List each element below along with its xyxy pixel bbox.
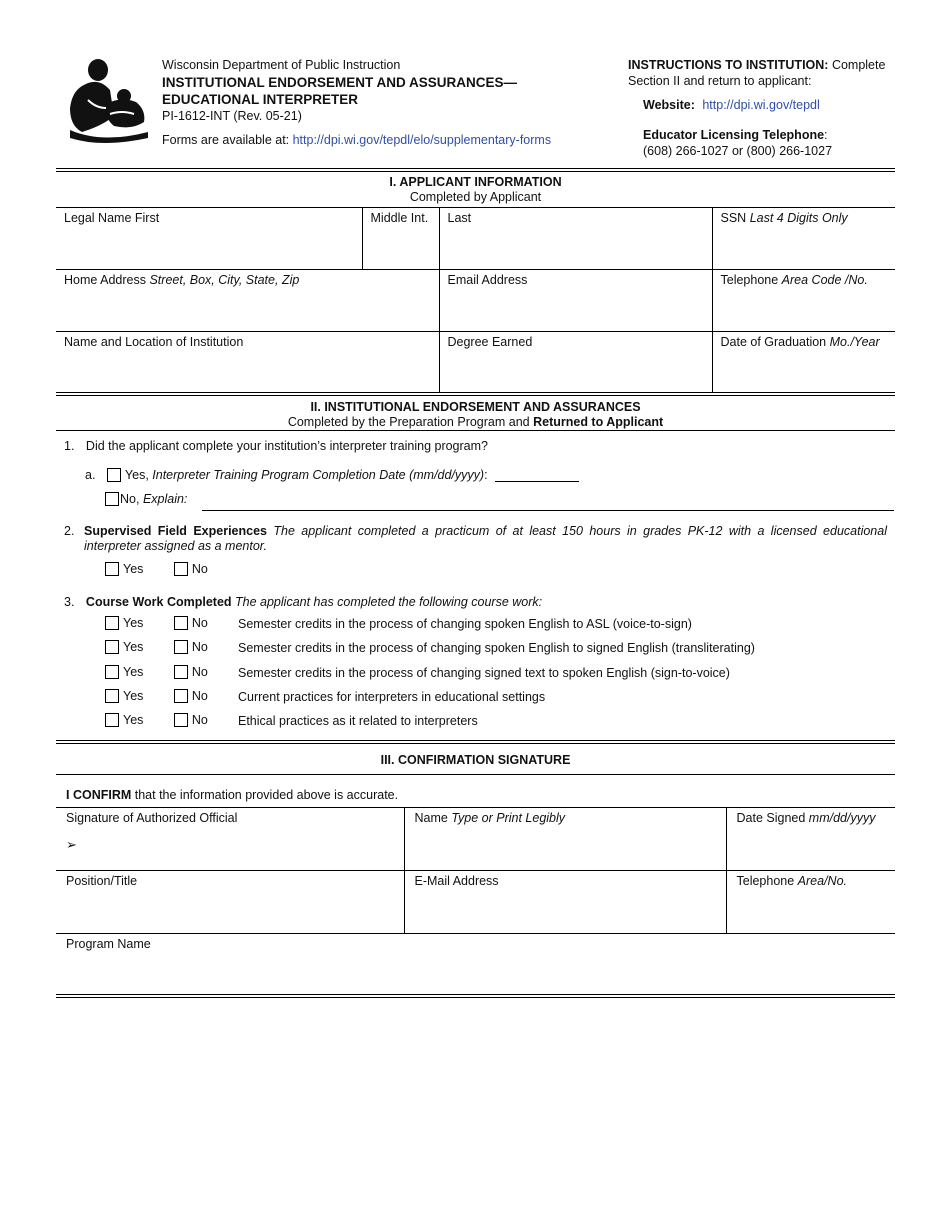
instructions-label: INSTRUCTIONS TO INSTITUTION:	[628, 58, 829, 72]
course-item	[105, 665, 730, 680]
question-3	[64, 595, 542, 609]
official-telephone-hint: Area/No.	[797, 873, 848, 888]
telephone-field-label: Telephone	[720, 272, 782, 287]
q1b-no-label: No,	[120, 492, 143, 506]
degree-field[interactable]	[439, 331, 712, 392]
printed-name-field[interactable]	[404, 808, 726, 870]
last-name-label: Last	[447, 211, 472, 225]
official-telephone-label: Telephone	[736, 873, 798, 888]
section3-title: III. CONFIRMATION SIGNATURE	[380, 753, 571, 767]
email-address-label: Email Address	[447, 272, 528, 287]
q1a-yes-label: Yes,	[124, 468, 153, 482]
section3-top-rule	[56, 740, 895, 744]
legal-name-first-field[interactable]	[56, 208, 362, 269]
applicant-info-table	[56, 208, 895, 393]
form-title-line1: INSTITUTIONAL ENDORSEMENT AND ASSURANCES—	[162, 75, 518, 90]
home-address-hint: Street, Box, City, State, Zip	[149, 272, 300, 287]
signature-field[interactable]	[56, 808, 404, 870]
q1-number: 1.	[64, 439, 75, 453]
signature-table	[56, 808, 895, 934]
confirm-bold: I CONFIRM	[66, 788, 132, 802]
section2-title: II. INSTITUTIONAL ENDORSEMENT AND ASSURANCES	[310, 400, 641, 414]
signature-arrow-icon: ➢	[66, 837, 77, 852]
section1-subtitle: Completed by Applicant	[409, 190, 542, 204]
course-text: Semester credits in the process of changing spoken English to signed English (transliterating)	[238, 641, 755, 655]
position-label: Position/Title	[66, 873, 138, 888]
section1-header	[56, 175, 895, 205]
course-no-label: No	[191, 640, 208, 654]
ssn-field[interactable]	[712, 208, 895, 269]
course-yes-label: Yes	[123, 713, 144, 727]
date-signed-label: Date Signed	[736, 811, 809, 825]
institution-label: Name and Location of Institution	[64, 334, 244, 349]
telephone-field[interactable]	[712, 269, 895, 331]
confirm-statement	[66, 788, 398, 802]
instructions-text2: Section II and return to applicant:	[628, 74, 812, 88]
course-no-label: No	[191, 616, 208, 630]
forms-url-link[interactable]: http://dpi.wi.gov/tepdl/elo/supplementary-forms	[292, 133, 552, 147]
course-no-checkbox[interactable]	[174, 713, 188, 727]
q1-text: Did the applicant complete your institution’s interpreter training program?	[85, 439, 488, 453]
form-number: PI-1612-INT (Rev. 05-21)	[162, 109, 302, 123]
section2-subtitle: Completed by the Preparation Program and	[287, 415, 534, 429]
date-signed-hint: mm/dd/yyyy	[808, 811, 876, 825]
graduation-label: Date of Graduation	[720, 334, 830, 349]
section1-title: I. APPLICANT INFORMATION	[389, 175, 562, 189]
degree-label: Degree Earned	[447, 334, 533, 349]
course-item	[105, 713, 478, 728]
form-title-line2: EDUCATIONAL INTERPRETER	[162, 92, 359, 107]
course-no-checkbox[interactable]	[174, 640, 188, 654]
ssn-label: SSN	[720, 211, 750, 225]
q1b-no-checkbox[interactable]	[105, 492, 119, 506]
q1b-explain-label: Explain:	[142, 492, 188, 506]
telephone-colon: :	[824, 128, 828, 142]
completion-date-input[interactable]	[495, 465, 579, 482]
institution-field[interactable]	[56, 331, 439, 392]
graduation-date-field[interactable]	[712, 331, 895, 392]
course-yes-checkbox[interactable]	[105, 713, 119, 727]
explain-input[interactable]	[202, 492, 894, 511]
course-no-label: No	[191, 689, 208, 703]
confirm-text: that the information provided above is accurate.	[131, 788, 399, 802]
course-no-label: No	[191, 665, 208, 679]
form-bottom-rule	[56, 994, 895, 998]
program-name-label: Program Name	[66, 937, 151, 951]
program-name-field[interactable]	[56, 934, 895, 994]
q2-options	[105, 562, 208, 576]
course-yes-checkbox[interactable]	[105, 689, 119, 703]
question-2	[64, 524, 887, 554]
q2-body	[84, 524, 887, 554]
forms-available-label: Forms are available at:	[162, 133, 293, 147]
course-yes-label: Yes	[123, 689, 144, 703]
position-field[interactable]	[56, 870, 404, 933]
q2-no-checkbox[interactable]	[174, 562, 188, 576]
course-yes-label: Yes	[123, 616, 144, 630]
q1a-yes-hint: Interpreter Training Program Completion Date (mm/dd/yyyy)	[152, 468, 485, 482]
q1a-letter: a.	[85, 468, 96, 482]
course-no-label: No	[191, 713, 208, 727]
course-yes-checkbox[interactable]	[105, 665, 119, 679]
course-text: Semester credits in the process of changing spoken English to ASL (voice-to-sign)	[238, 617, 692, 631]
course-item	[105, 616, 692, 631]
date-signed-field[interactable]	[726, 808, 895, 870]
question-1a	[85, 465, 579, 482]
course-item	[105, 640, 755, 655]
q2-text: The applicant completed a practicum of at least 150 hours in grades PK-12 with a licensed educational interpreter assigned as a mentor.	[84, 524, 887, 553]
course-no-checkbox[interactable]	[174, 689, 188, 703]
middle-initial-label: Middle Int.	[370, 211, 429, 225]
q2-yes-checkbox[interactable]	[105, 562, 119, 576]
q2-number: 2.	[64, 524, 75, 538]
telephone-numbers: (608) 266-1027 or (800) 266-1027	[643, 144, 833, 158]
section2-top-rule	[56, 392, 895, 396]
section2-subtitle-bold: Returned to Applicant	[533, 415, 664, 429]
section1-top-rule	[56, 168, 895, 172]
course-text: Semester credits in the process of changing signed text to spoken English (sign-to-voice)	[238, 666, 730, 680]
course-yes-label: Yes	[123, 640, 144, 654]
department-name: Wisconsin Department of Public Instruction	[162, 58, 401, 72]
printed-name-hint: Type or Print Legibly	[451, 811, 566, 825]
q2-yes-label: Yes	[123, 562, 144, 576]
instructions-block	[628, 57, 908, 159]
q2-heading: Supervised Field Experiences	[84, 524, 267, 538]
middle-initial-field[interactable]	[362, 208, 439, 269]
section2-header	[56, 400, 895, 430]
telephone-label: Educator Licensing Telephone	[643, 128, 825, 142]
legal-name-first-label: Legal Name First	[64, 211, 160, 225]
section2-header-rule	[56, 430, 895, 431]
signature-label: Signature of Authorized Official	[66, 811, 238, 825]
home-address-field[interactable]	[56, 269, 439, 331]
official-email-field[interactable]	[404, 870, 726, 933]
last-name-field[interactable]	[439, 208, 712, 269]
section3-header-rule	[56, 774, 895, 775]
ssn-hint: Last 4 Digits Only	[749, 211, 848, 225]
official-email-label: E-Mail Address	[414, 873, 499, 888]
course-no-checkbox[interactable]	[174, 616, 188, 630]
website-label: Website:	[643, 98, 695, 112]
question-1b	[105, 492, 895, 506]
q2-no-label: No	[191, 562, 208, 576]
printed-name-label: Name	[414, 811, 452, 825]
q1a-colon: :	[484, 468, 488, 482]
form-header	[162, 57, 602, 149]
email-address-field[interactable]	[439, 269, 712, 331]
dpi-logo-icon	[62, 56, 152, 146]
course-text: Ethical practices as it related to interpreters	[238, 714, 478, 728]
instructions-text1: Complete	[828, 58, 886, 72]
graduation-hint: Mo./Year	[829, 334, 880, 349]
section3-header	[56, 753, 895, 768]
question-1	[64, 439, 488, 453]
course-text: Current practices for interpreters in educational settings	[238, 690, 546, 704]
course-yes-checkbox[interactable]	[105, 640, 119, 654]
q3-number: 3.	[64, 595, 75, 609]
official-telephone-field[interactable]	[726, 870, 895, 933]
home-address-label: Home Address	[64, 272, 150, 287]
website-link[interactable]: http://dpi.wi.gov/tepdl	[702, 98, 820, 112]
q1a-yes-checkbox[interactable]	[107, 468, 121, 482]
course-item	[105, 689, 546, 704]
course-yes-label: Yes	[123, 665, 144, 679]
course-yes-checkbox[interactable]	[105, 616, 119, 630]
course-no-checkbox[interactable]	[174, 665, 188, 679]
telephone-hint: Area Code /No.	[781, 272, 868, 287]
q3-heading: Course Work Completed	[85, 595, 232, 609]
q3-text: The applicant has completed the following course work:	[231, 595, 543, 609]
